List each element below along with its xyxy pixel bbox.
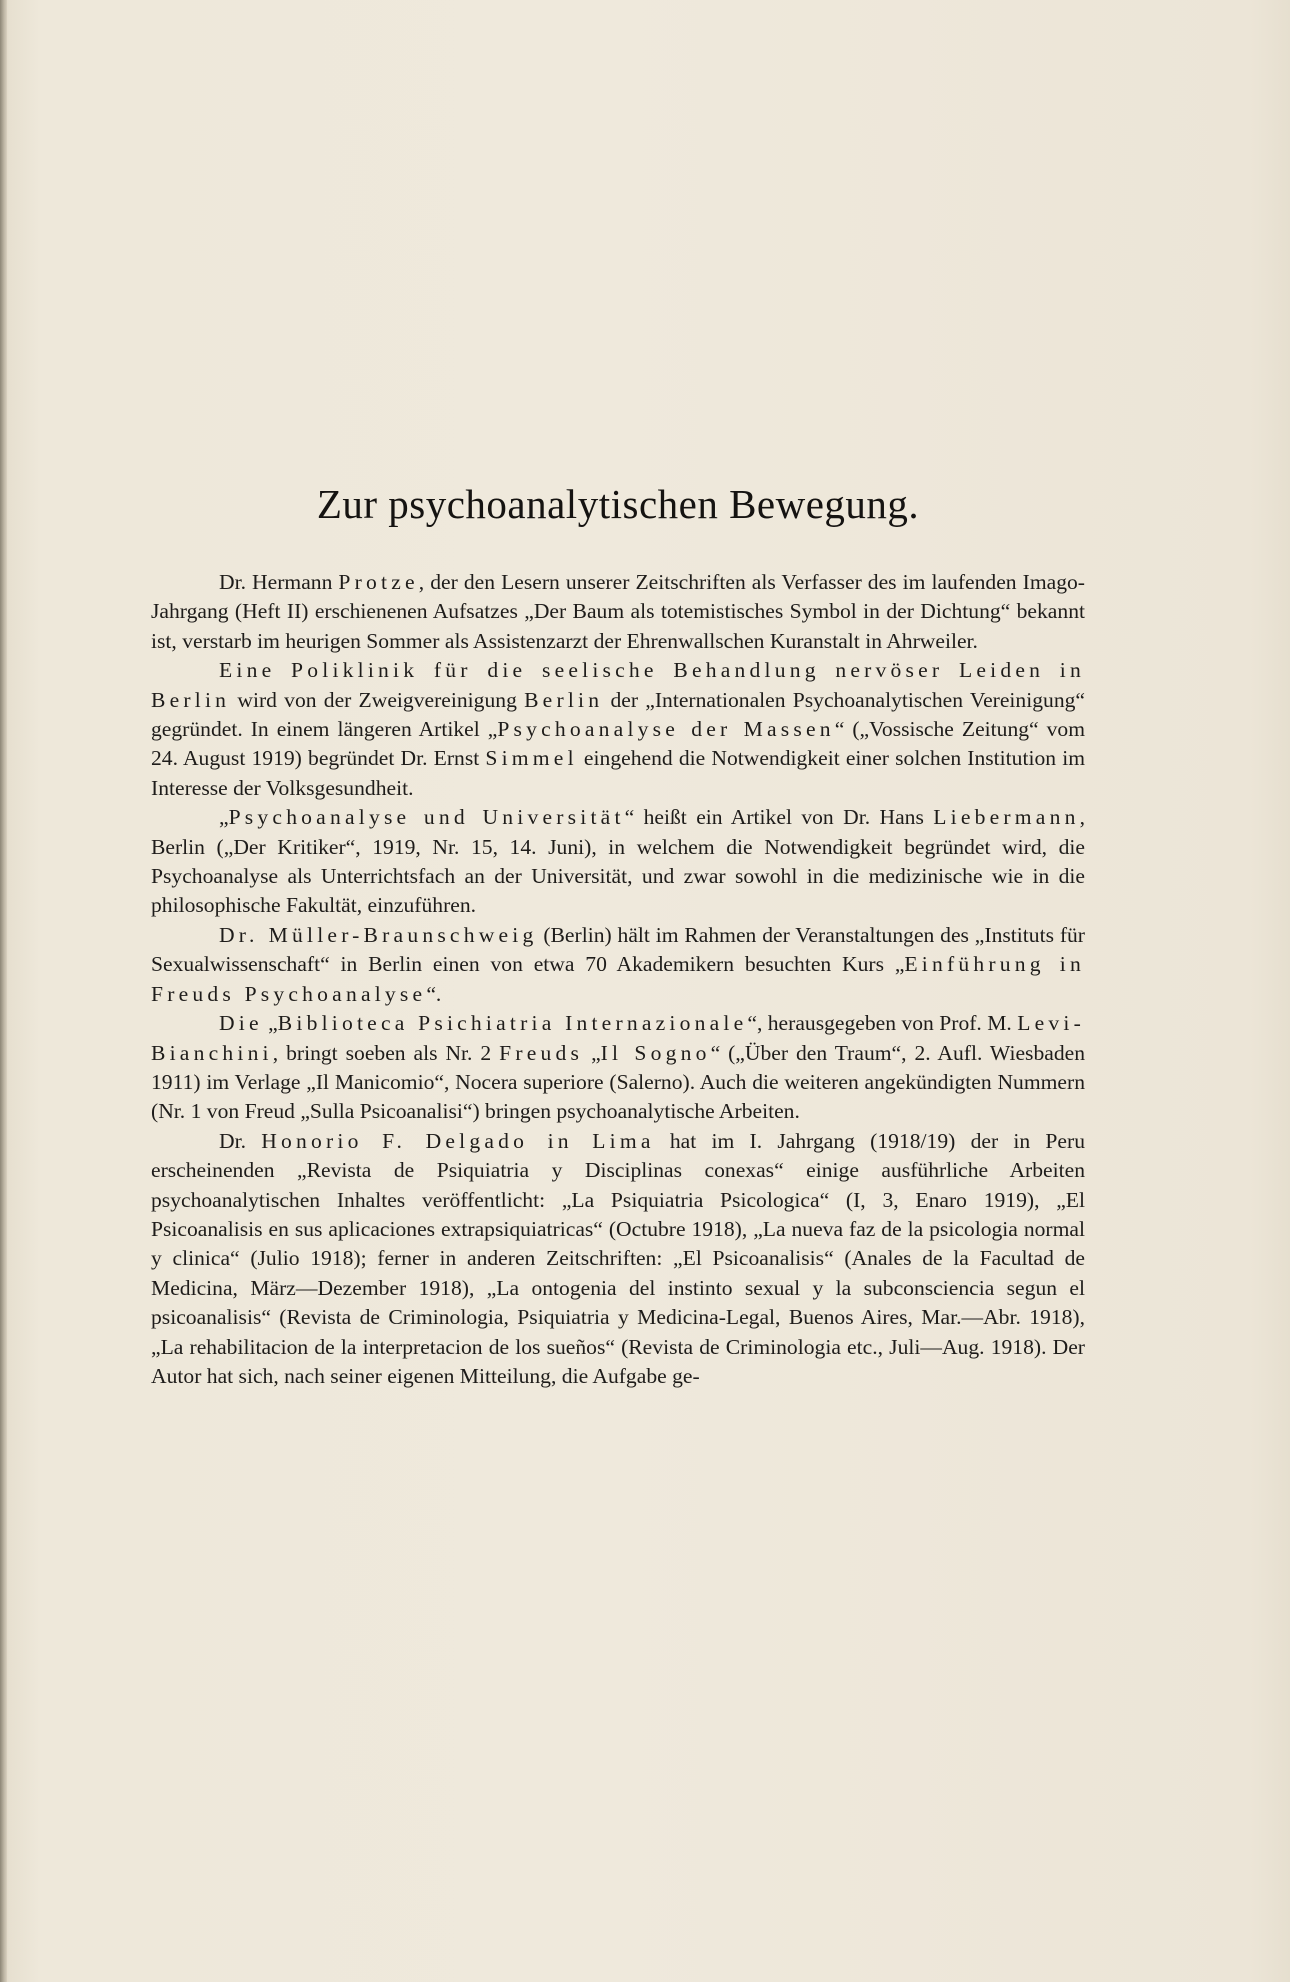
text-run: „ (583, 1040, 601, 1065)
spaced-book-title: Il Sogno (600, 1040, 711, 1065)
spaced-heading: Eine Poliklinik für die seelische Behandlung nervöser Leiden in Berlin (151, 658, 1085, 712)
spaced-article-title: Psychoanalyse und Universität (228, 805, 625, 830)
text-run: “ („Über den Traum“, 2. Aufl. Wiesbaden 1911) im Verlage „Il Manicomio“, Nocera superiore (Salerno). Auch die weiteren angekündigten Nummern (Nr. 1 von Freud „Sulla Psicoanalisi“) bringen psychoanalytische Arbeiten. (151, 1040, 1085, 1124)
paragraph-poliklinik (151, 656, 1085, 803)
text-run: „ (262, 1011, 278, 1036)
spaced-name: Protze (338, 570, 419, 594)
spaced-name: Levi-Bianchini (151, 1011, 1085, 1065)
text-run: (Berlin) hält im Rahmen der Veranstaltungen des „Instituts für Sexualwissenschaft“ in Berlin einen von etwa 70 Akademikern besuchten Kurs „ (151, 922, 1085, 977)
paragraph-delgado (151, 1127, 1085, 1392)
paragraph-protze (151, 568, 1085, 656)
spaced-course-title: Einführung in Freuds Psychoanalyse (151, 952, 1085, 1006)
spaced-article-title: Psychoanalyse der Massen (497, 717, 835, 742)
text-run: eingehend die Notwendigkeit einer solchen Institution im Interesse der Volksgesundheit. (151, 746, 1085, 800)
text-run: „ (219, 805, 229, 830)
spaced-name: Liebermann (933, 805, 1080, 830)
text-run: “, herausgegeben von Prof. M. (747, 1011, 1018, 1036)
binding-edge (0, 0, 7, 1982)
spaced-name: Freuds (499, 1040, 584, 1065)
text-run: , der den Lesern unserer Zeitschriften als Verfasser des im laufenden Imago-Jahrgang (Heft II) erschienenen Aufsatzes „Der Baum als totemistisches Symbol in der Dichtung“ bekannt ist, verstarb im heurigen Sommer als Assistenzarzt der Ehrenwallschen Kuranstalt in Ahrweiler. (151, 570, 1085, 653)
spaced-word: Die (219, 1011, 263, 1036)
text-run: wird von der Zweigvereinigung (230, 687, 525, 712)
spaced-series-title: Biblioteca Psichiatria Internazionale (277, 1011, 748, 1036)
paragraph-biblioteca (151, 1009, 1085, 1127)
article-title: Zur psychoanalytischen Bewegung. (316, 481, 920, 527)
paragraph-universitaet (151, 803, 1085, 921)
text-run: , bringt soeben als Nr. 2 (272, 1040, 500, 1065)
text-run: “. (426, 981, 442, 1006)
article-body (151, 478, 1085, 1391)
text-run: hat im I. Jahrgang (1918/19) der in Peru erscheinenden „Revista de Psiquiatria y Disciplinas conexas“ einige ausführliche Arbeiten psychoanalytischen Inhaltes veröffentlicht: „La Psiquiatria Psicologica“ (I, 3, Enaro 1919), „El Psicoanalisis en sus aplicaciones extrapsiquiatricas“ (Octubre 1918), „La nueva faz de la psicologia normal y clinica“ (Julio 1918); ferner in anderen Zeitschriften: „El Psicoanalisis“ (Anales de la Facultad de Medicina, März—Dezember 1918), „La ontogenia del instinto sexual y la subconsciencia segun el psicoanalisis“ (Revista de Criminologia, Psiquiatria y Medicina-Legal, Buenos Aires, Mar.—Abr. 1918), „La rehabilitacion de la interpretacion de los sueños“ (Revista de Criminologia etc., Juli—Aug. 1918). Der Autor hat sich, nach seiner eigenen Mitteilung, die Aufgabe ge- (151, 1128, 1086, 1388)
text-run: “ heißt ein Artikel von Dr. Hans (624, 805, 934, 830)
spaced-name: Honorio F. Delgado in Lima (261, 1128, 655, 1153)
paragraph-mueller-braunschweig (151, 921, 1085, 1009)
text-run: der „Internationalen Psychoanalytischen Vereinigung“ gegründet. In einem längeren Artikel „ (151, 687, 1085, 742)
spaced-name: Dr. Müller-Braunschweig (219, 922, 538, 947)
text-run: Dr. Hermann (219, 570, 339, 594)
text-run: “ („Vossische Zeitung“ vom 24. August 1919) begründet Dr. Ernst (151, 717, 1085, 771)
text-run: Dr. (219, 1128, 262, 1153)
spaced-city: Berlin (524, 687, 604, 712)
spaced-name: Simmel (485, 746, 578, 771)
text-run: , Berlin („Der Kritiker“, 1919, Nr. 15, 14. Juni), in welchem die Notwendigkeit begründet wird, die Psychoanalyse als Unterrichtsfach an der Universität, und zwar sowohl in die medizinische wie in die philosophische Fakultät, einzuführen. (151, 805, 1085, 918)
